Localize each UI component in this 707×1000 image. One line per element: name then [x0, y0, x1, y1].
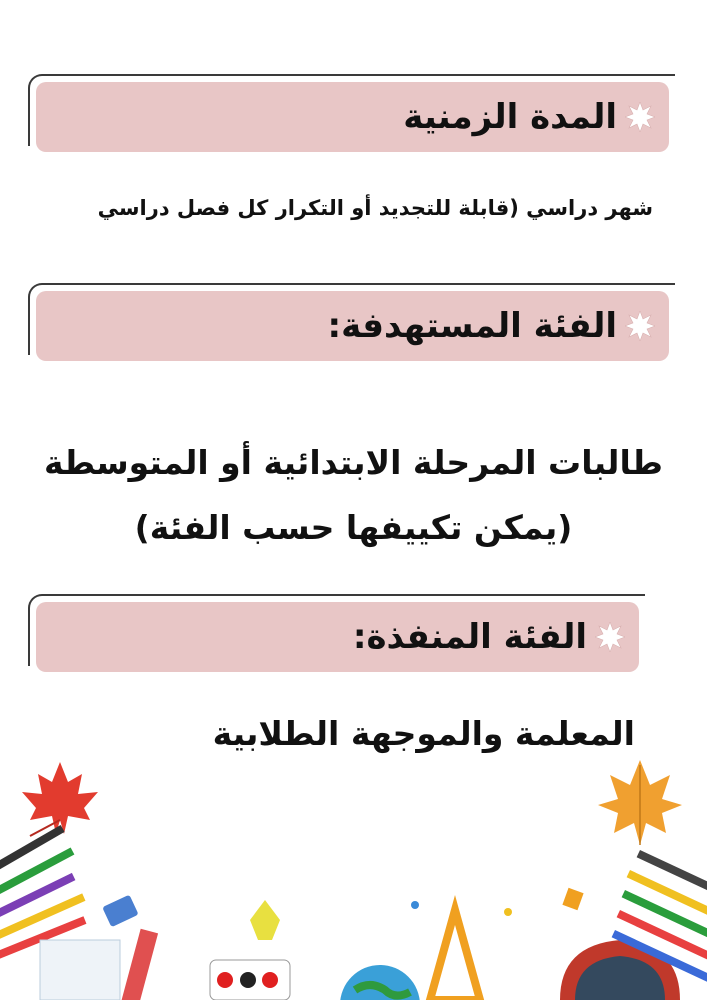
orange-leaf-icon	[598, 760, 682, 845]
target-line-1: طالبات المرحلة الابتدائية أو المتوسطة	[44, 443, 663, 482]
triangle-ruler-icon	[430, 910, 480, 1000]
school-supplies-illustration	[0, 750, 707, 1000]
ruler-icon	[120, 929, 158, 1000]
eraser-icon	[102, 895, 138, 928]
heading-duration	[36, 82, 669, 152]
burst-icon	[625, 311, 655, 341]
burst-icon	[625, 102, 655, 132]
heading-executor	[36, 602, 639, 672]
red-leaf-icon	[22, 762, 98, 836]
heading-target	[36, 291, 669, 361]
executor-text: المعلمة والموجهة الطلابية	[212, 714, 635, 753]
duration-text: شهر دراسي (قابلة للتجديد أو التكرار كل فصل دراسي	[97, 196, 653, 220]
target-line-2: (يمكن تكييفها حسب الفئة)	[134, 508, 573, 547]
heading-executor-text: الفئة المنفذة:	[352, 617, 587, 657]
heading-duration-text: المدة الزمنية	[403, 97, 617, 137]
heading-target-text: الفئة المستهدفة:	[327, 306, 617, 346]
burst-icon	[595, 622, 625, 652]
yellow-leaf-icon	[250, 900, 280, 940]
